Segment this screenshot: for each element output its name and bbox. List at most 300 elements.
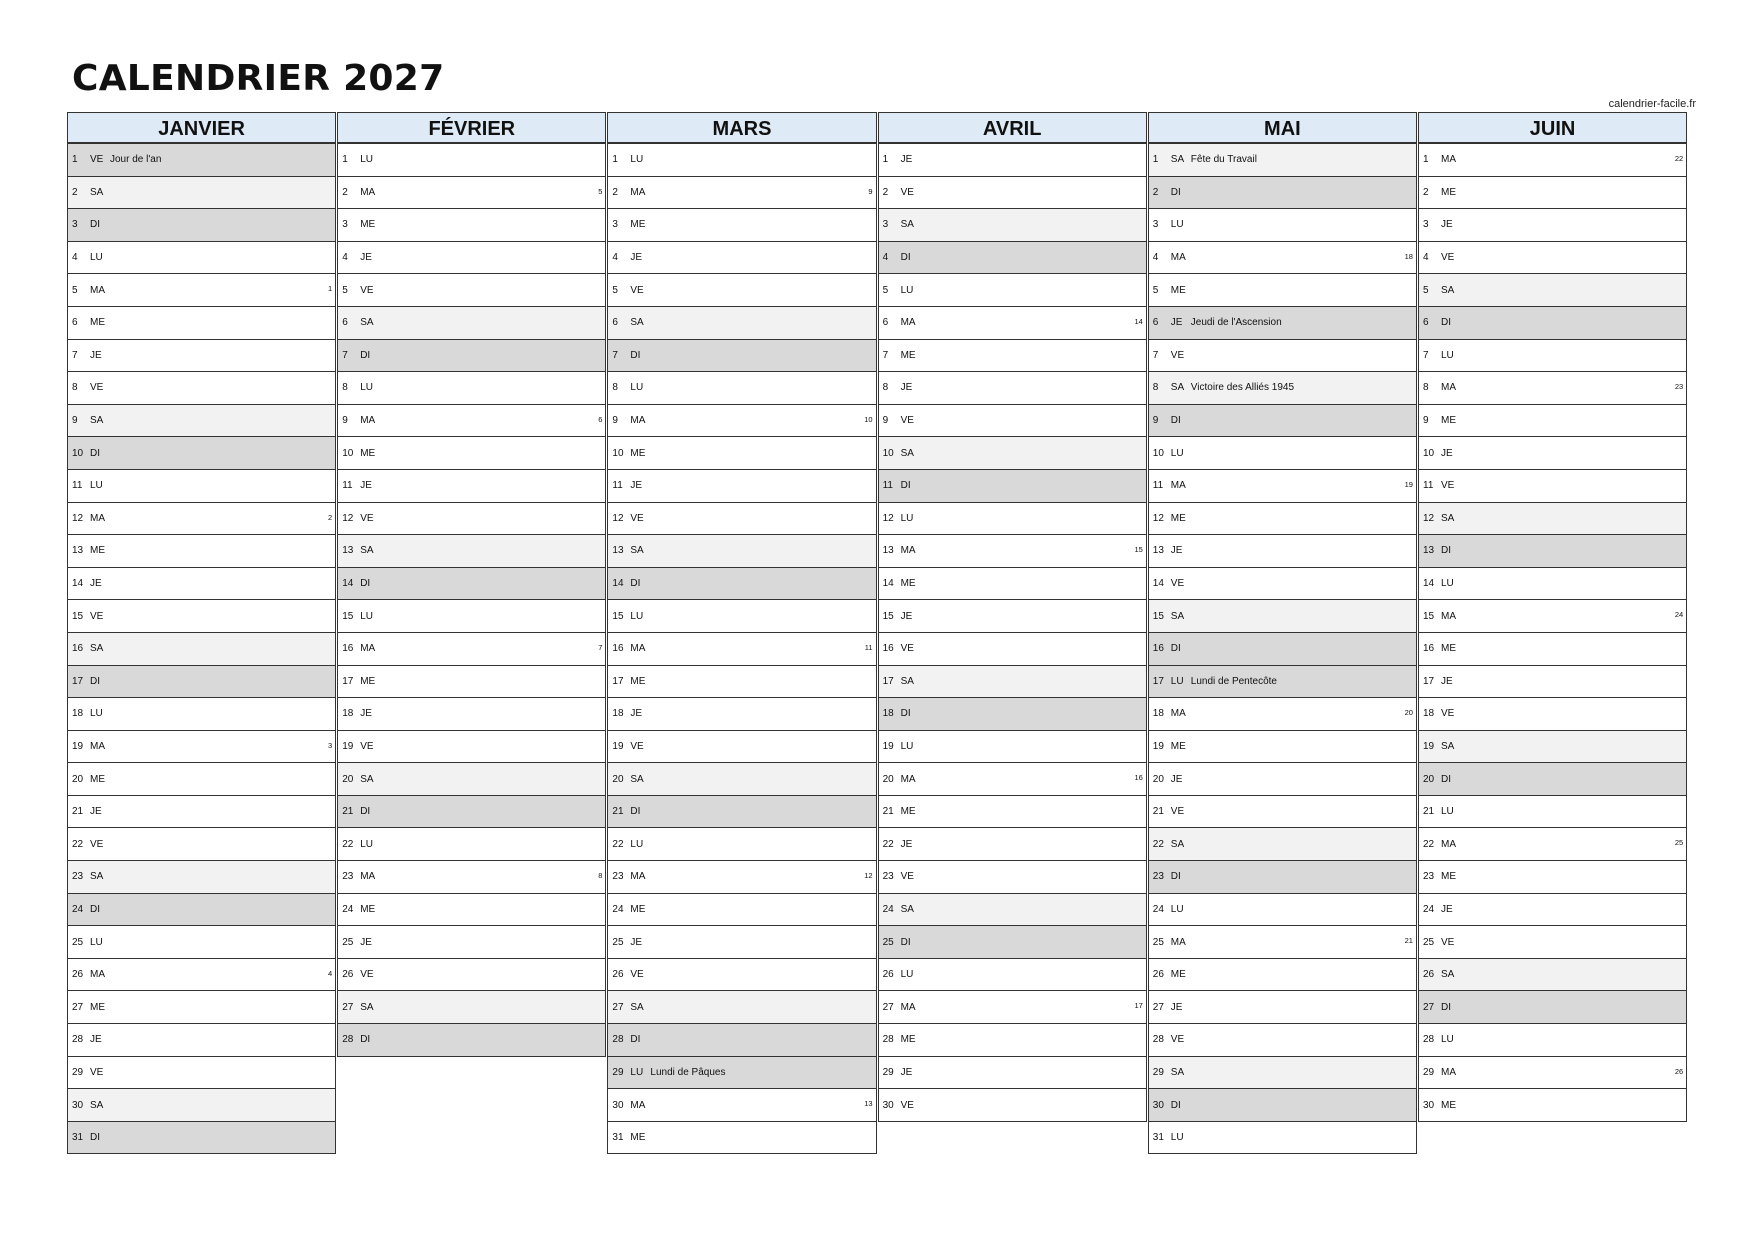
day-number: 25 xyxy=(882,936,894,948)
day-number: 15 xyxy=(1152,610,1164,622)
day-number: 25 xyxy=(1423,936,1435,948)
day-of-week: DI xyxy=(630,349,641,361)
day-number: 18 xyxy=(342,708,354,720)
day-row xyxy=(1148,828,1417,861)
day-of-week: JE xyxy=(630,252,643,264)
day-of-week: MA xyxy=(360,643,376,655)
day-of-week: VE xyxy=(360,969,374,981)
day-number: 1 xyxy=(1152,154,1159,166)
day-row xyxy=(878,600,1147,633)
day-of-week: LU xyxy=(360,154,373,166)
day-of-week: ME xyxy=(1441,1099,1456,1111)
month-column-4 xyxy=(1148,112,1417,1154)
day-row xyxy=(337,274,606,307)
day-row xyxy=(607,437,876,470)
day-row xyxy=(1418,144,1687,177)
day-number: 16 xyxy=(342,643,354,655)
day-row xyxy=(878,535,1147,568)
day-number: 8 xyxy=(1423,382,1429,394)
day-number: 12 xyxy=(72,512,84,524)
day-row xyxy=(607,535,876,568)
day-of-week: JE xyxy=(1170,317,1183,329)
day-number: 17 xyxy=(1152,675,1164,687)
day-row xyxy=(67,926,336,959)
day-row xyxy=(878,666,1147,699)
day-row xyxy=(67,372,336,405)
day-row xyxy=(1418,209,1687,242)
day-of-week: ME xyxy=(630,675,646,687)
day-row xyxy=(1418,861,1687,894)
day-of-week: DI xyxy=(630,1034,641,1046)
day-of-week: JE xyxy=(90,806,102,818)
day-row xyxy=(337,828,606,861)
day-row xyxy=(607,1122,876,1155)
day-of-week: MA xyxy=(630,1099,646,1111)
day-row xyxy=(878,144,1147,177)
day-row xyxy=(1418,926,1687,959)
day-of-week: ME xyxy=(1441,871,1456,883)
day-row xyxy=(607,307,876,340)
day-number: 13 xyxy=(882,545,894,557)
day-row xyxy=(878,372,1147,405)
day-of-week: MA xyxy=(90,512,105,524)
day-row xyxy=(67,698,336,731)
day-number: 11 xyxy=(1152,480,1164,492)
day-number: 30 xyxy=(1152,1099,1164,1111)
day-row xyxy=(337,372,606,405)
day-row xyxy=(607,861,876,894)
day-row xyxy=(67,991,336,1024)
day-of-week: VE xyxy=(90,382,104,394)
day-row xyxy=(1148,470,1417,503)
day-number: 27 xyxy=(882,1001,894,1013)
day-of-week: DI xyxy=(90,675,100,687)
day-of-week: MA xyxy=(1170,708,1186,720)
day-of-week: LU xyxy=(360,610,373,622)
day-row xyxy=(1148,926,1417,959)
day-number: 20 xyxy=(882,773,894,785)
day-number: 17 xyxy=(1423,675,1435,687)
day-row xyxy=(1148,340,1417,373)
website-credit: calendrier-facile.fr xyxy=(1608,98,1696,110)
day-row xyxy=(1148,666,1417,699)
day-row xyxy=(1418,666,1687,699)
day-of-week: SA xyxy=(1441,740,1455,752)
day-of-week: ME xyxy=(630,903,646,915)
month-column-0 xyxy=(67,112,336,1154)
day-row xyxy=(607,600,876,633)
day-of-week: VE xyxy=(1441,936,1455,948)
month-header: MAI xyxy=(1148,112,1417,144)
week-number: 14 xyxy=(1134,316,1143,326)
day-row xyxy=(1418,600,1687,633)
day-row xyxy=(337,796,606,829)
day-number: 20 xyxy=(612,773,624,785)
day-row xyxy=(1418,828,1687,861)
day-of-week: MA xyxy=(630,415,646,427)
day-number: 3 xyxy=(342,219,348,231)
day-number: 30 xyxy=(612,1099,624,1111)
week-number: 7 xyxy=(598,642,603,652)
day-of-week: JE xyxy=(90,1034,102,1046)
day-row xyxy=(607,731,876,764)
day-row xyxy=(878,568,1147,601)
day-row xyxy=(607,633,876,666)
day-row xyxy=(607,1089,876,1122)
day-of-week: SA xyxy=(1170,610,1185,622)
day-number: 23 xyxy=(882,871,894,883)
day-of-week: DI xyxy=(1170,643,1181,655)
day-number: 19 xyxy=(1152,740,1164,752)
day-row xyxy=(878,991,1147,1024)
day-row xyxy=(337,763,606,796)
day-number: 23 xyxy=(1423,871,1435,883)
day-of-week: SA xyxy=(630,317,644,329)
day-of-week: JE xyxy=(900,382,913,394)
day-number: 24 xyxy=(882,903,894,915)
week-number: 26 xyxy=(1674,1066,1684,1076)
day-of-week: ME xyxy=(900,578,916,590)
day-of-week: DI xyxy=(90,903,100,915)
day-of-week: VE xyxy=(1170,806,1185,818)
day-of-week: SA xyxy=(360,317,374,329)
day-row xyxy=(1418,340,1687,373)
day-row xyxy=(67,437,336,470)
day-of-week: LU xyxy=(630,610,644,622)
day-row xyxy=(1418,470,1687,503)
day-row xyxy=(337,600,606,633)
day-number: 28 xyxy=(612,1034,624,1046)
day-number: 25 xyxy=(72,936,84,948)
day-of-week: DI xyxy=(1441,773,1451,785)
week-number: 12 xyxy=(864,871,873,881)
day-row xyxy=(1418,503,1687,536)
day-of-week: LU xyxy=(90,708,103,720)
day-of-week: JE xyxy=(630,708,643,720)
day-row xyxy=(607,1024,876,1057)
day-number: 31 xyxy=(1152,1132,1164,1144)
week-number: 2 xyxy=(328,512,333,522)
day-number: 12 xyxy=(1152,512,1164,524)
day-of-week: DI xyxy=(1170,871,1181,883)
day-row xyxy=(1418,731,1687,764)
day-number: 13 xyxy=(342,545,354,557)
day-of-week: VE xyxy=(90,1066,104,1078)
day-of-week: JE xyxy=(630,480,643,492)
day-of-week: DI xyxy=(360,349,371,361)
day-row xyxy=(67,1122,336,1155)
day-number: 29 xyxy=(1423,1066,1435,1078)
day-number: 11 xyxy=(342,480,353,492)
day-of-week: ME xyxy=(90,773,105,785)
day-of-week: MA xyxy=(630,643,646,655)
day-number: 26 xyxy=(1423,969,1435,981)
day-of-week: VE xyxy=(900,186,914,198)
week-number: 10 xyxy=(864,414,873,424)
day-of-week: SA xyxy=(900,447,914,459)
day-row xyxy=(878,698,1147,731)
day-of-week: ME xyxy=(90,1001,105,1013)
day-row xyxy=(607,372,876,405)
day-of-week: DI xyxy=(1441,317,1451,329)
day-of-week: DI xyxy=(1441,545,1451,557)
day-number: 26 xyxy=(612,969,624,981)
day-number: 22 xyxy=(72,838,84,850)
day-row xyxy=(67,177,336,210)
day-row xyxy=(607,1057,876,1090)
day-of-week: MA xyxy=(900,317,916,329)
day-row xyxy=(1418,307,1687,340)
day-number: 11 xyxy=(1423,480,1434,492)
day-of-week: LU xyxy=(1441,578,1454,590)
day-of-week: MA xyxy=(900,773,916,785)
day-of-week: VE xyxy=(630,512,644,524)
day-number: 10 xyxy=(612,447,624,459)
day-row xyxy=(337,405,606,438)
day-row xyxy=(67,959,336,992)
day-number: 23 xyxy=(1152,871,1164,883)
day-number: 23 xyxy=(612,871,624,883)
day-row xyxy=(878,307,1147,340)
day-of-week: JE xyxy=(360,480,372,492)
day-number: 14 xyxy=(72,578,84,590)
day-row xyxy=(337,144,606,177)
day-number: 20 xyxy=(72,773,84,785)
day-of-week: ME xyxy=(900,1034,916,1046)
day-row xyxy=(1418,437,1687,470)
day-row xyxy=(67,470,336,503)
day-of-week: MA xyxy=(90,284,105,296)
day-number: 16 xyxy=(72,643,84,655)
day-row xyxy=(67,503,336,536)
day-number: 4 xyxy=(1152,252,1159,264)
day-of-week: ME xyxy=(360,219,376,231)
week-number: 25 xyxy=(1674,838,1684,848)
day-of-week: JE xyxy=(1170,545,1183,557)
month-column-5 xyxy=(1418,112,1687,1122)
day-of-week: LU xyxy=(1170,219,1184,231)
day-row xyxy=(607,209,876,242)
day-number: 29 xyxy=(612,1066,624,1078)
day-row xyxy=(1418,1089,1687,1122)
day-of-week: MA xyxy=(1441,382,1456,394)
day-row xyxy=(1148,894,1417,927)
day-number: 7 xyxy=(72,349,78,361)
day-of-week: DI xyxy=(630,806,641,818)
day-row xyxy=(878,763,1147,796)
day-number: 6 xyxy=(612,317,618,329)
day-row xyxy=(878,1024,1147,1057)
day-of-week: JE xyxy=(900,610,913,622)
day-row xyxy=(337,242,606,275)
day-number: 1 xyxy=(882,154,889,166)
day-number: 5 xyxy=(612,284,618,296)
day-number: 18 xyxy=(612,708,624,720)
day-number: 14 xyxy=(612,578,624,590)
day-number: 5 xyxy=(1152,284,1159,296)
day-row xyxy=(1148,209,1417,242)
day-of-week: SA xyxy=(1170,154,1185,166)
page-title: CALENDRIER 2027 xyxy=(72,58,445,99)
day-row xyxy=(607,470,876,503)
day-number: 3 xyxy=(612,219,618,231)
day-of-week: LU xyxy=(90,936,103,948)
day-of-week: DI xyxy=(900,708,911,720)
day-number: 8 xyxy=(612,382,618,394)
day-number: 9 xyxy=(342,415,348,427)
day-row xyxy=(1418,1024,1687,1057)
day-number: 9 xyxy=(882,415,889,427)
day-of-week: ME xyxy=(1441,186,1456,198)
day-number: 28 xyxy=(1152,1034,1164,1046)
day-of-week: VE xyxy=(1441,252,1455,264)
day-number: 2 xyxy=(72,186,78,198)
day-number: 27 xyxy=(342,1001,354,1013)
day-number: 20 xyxy=(1152,773,1164,785)
week-number: 8 xyxy=(598,871,603,881)
day-row xyxy=(607,144,876,177)
day-number: 13 xyxy=(1423,545,1435,557)
day-row xyxy=(878,242,1147,275)
day-of-week: DI xyxy=(90,219,100,231)
day-of-week: DI xyxy=(360,1034,371,1046)
day-row xyxy=(1148,307,1417,340)
day-number: 10 xyxy=(72,447,84,459)
day-row xyxy=(878,926,1147,959)
day-row xyxy=(67,633,336,666)
day-row xyxy=(1148,959,1417,992)
day-number: 19 xyxy=(342,740,354,752)
week-number: 3 xyxy=(328,740,333,750)
day-row xyxy=(607,894,876,927)
day-of-week: VE xyxy=(900,1099,914,1111)
week-number: 5 xyxy=(598,186,603,196)
day-of-week: MA xyxy=(900,1001,916,1013)
day-number: 24 xyxy=(342,903,354,915)
week-number: 19 xyxy=(1404,479,1413,489)
day-number: 10 xyxy=(1423,447,1435,459)
day-row xyxy=(337,340,606,373)
day-of-week: LU xyxy=(630,838,644,850)
day-of-week: SA xyxy=(630,545,644,557)
day-row xyxy=(67,1089,336,1122)
week-number: 9 xyxy=(868,186,873,196)
day-of-week: MA xyxy=(630,871,646,883)
day-number: 7 xyxy=(342,349,348,361)
day-row xyxy=(67,796,336,829)
day-number: 31 xyxy=(72,1132,84,1144)
day-number: 4 xyxy=(612,252,618,264)
day-of-week: SA xyxy=(1170,382,1185,394)
day-row xyxy=(878,209,1147,242)
day-of-week: SA xyxy=(90,643,104,655)
day-row xyxy=(67,274,336,307)
day-number: 26 xyxy=(72,969,84,981)
day-row xyxy=(878,437,1147,470)
month-column-2 xyxy=(607,112,876,1154)
day-of-week: DI xyxy=(900,936,911,948)
week-number: 1 xyxy=(328,284,333,294)
day-of-week: JE xyxy=(1441,219,1453,231)
day-row xyxy=(67,763,336,796)
day-number: 22 xyxy=(342,838,354,850)
day-row xyxy=(1418,991,1687,1024)
day-row xyxy=(337,666,606,699)
day-number: 25 xyxy=(612,936,624,948)
day-of-week: ME xyxy=(630,447,646,459)
day-number: 5 xyxy=(342,284,348,296)
day-row xyxy=(1418,633,1687,666)
day-of-week: LU xyxy=(90,252,103,264)
day-row xyxy=(607,242,876,275)
day-of-week: VE xyxy=(1441,708,1455,720)
day-number: 15 xyxy=(342,610,354,622)
day-row xyxy=(878,959,1147,992)
day-number: 18 xyxy=(882,708,894,720)
day-number: 8 xyxy=(72,382,78,394)
day-of-week: SA xyxy=(1170,1066,1185,1078)
day-row xyxy=(1148,1089,1417,1122)
day-number: 11 xyxy=(882,480,893,492)
day-of-week: DI xyxy=(900,252,911,264)
day-number: 25 xyxy=(1152,936,1164,948)
day-of-week: MA xyxy=(1441,610,1456,622)
day-number: 17 xyxy=(882,675,894,687)
day-row xyxy=(1148,144,1417,177)
day-row xyxy=(607,274,876,307)
day-number: 29 xyxy=(1152,1066,1164,1078)
day-of-week: SA xyxy=(360,545,374,557)
day-row xyxy=(67,666,336,699)
day-row xyxy=(337,926,606,959)
week-number: 13 xyxy=(864,1099,873,1109)
day-row xyxy=(337,470,606,503)
day-number: 1 xyxy=(72,154,78,166)
day-of-week: LU xyxy=(1441,1034,1454,1046)
day-number: 4 xyxy=(882,252,889,264)
day-number: 5 xyxy=(882,284,889,296)
day-row xyxy=(1148,1122,1417,1155)
day-row xyxy=(1418,535,1687,568)
day-number: 14 xyxy=(1423,578,1435,590)
day-number: 30 xyxy=(882,1099,894,1111)
day-number: 13 xyxy=(72,545,84,557)
day-number: 19 xyxy=(882,740,894,752)
day-number: 12 xyxy=(882,512,894,524)
day-row xyxy=(337,568,606,601)
day-number: 2 xyxy=(342,186,348,198)
week-number: 20 xyxy=(1404,708,1413,718)
day-number: 26 xyxy=(1152,969,1164,981)
day-number: 9 xyxy=(1152,415,1159,427)
day-of-week: SA xyxy=(90,186,104,198)
day-row xyxy=(67,828,336,861)
day-row xyxy=(878,894,1147,927)
day-number: 27 xyxy=(1423,1001,1435,1013)
day-number: 14 xyxy=(882,578,894,590)
day-row xyxy=(1148,1024,1417,1057)
day-of-week: VE xyxy=(900,871,914,883)
day-of-week: SA xyxy=(360,1001,374,1013)
day-row xyxy=(607,503,876,536)
day-number: 16 xyxy=(1423,643,1435,655)
day-row xyxy=(607,828,876,861)
day-number: 23 xyxy=(72,871,84,883)
day-of-week: JE xyxy=(1441,447,1453,459)
week-number: 22 xyxy=(1674,154,1684,163)
day-of-week: ME xyxy=(360,903,376,915)
day-of-week: VE xyxy=(630,969,644,981)
